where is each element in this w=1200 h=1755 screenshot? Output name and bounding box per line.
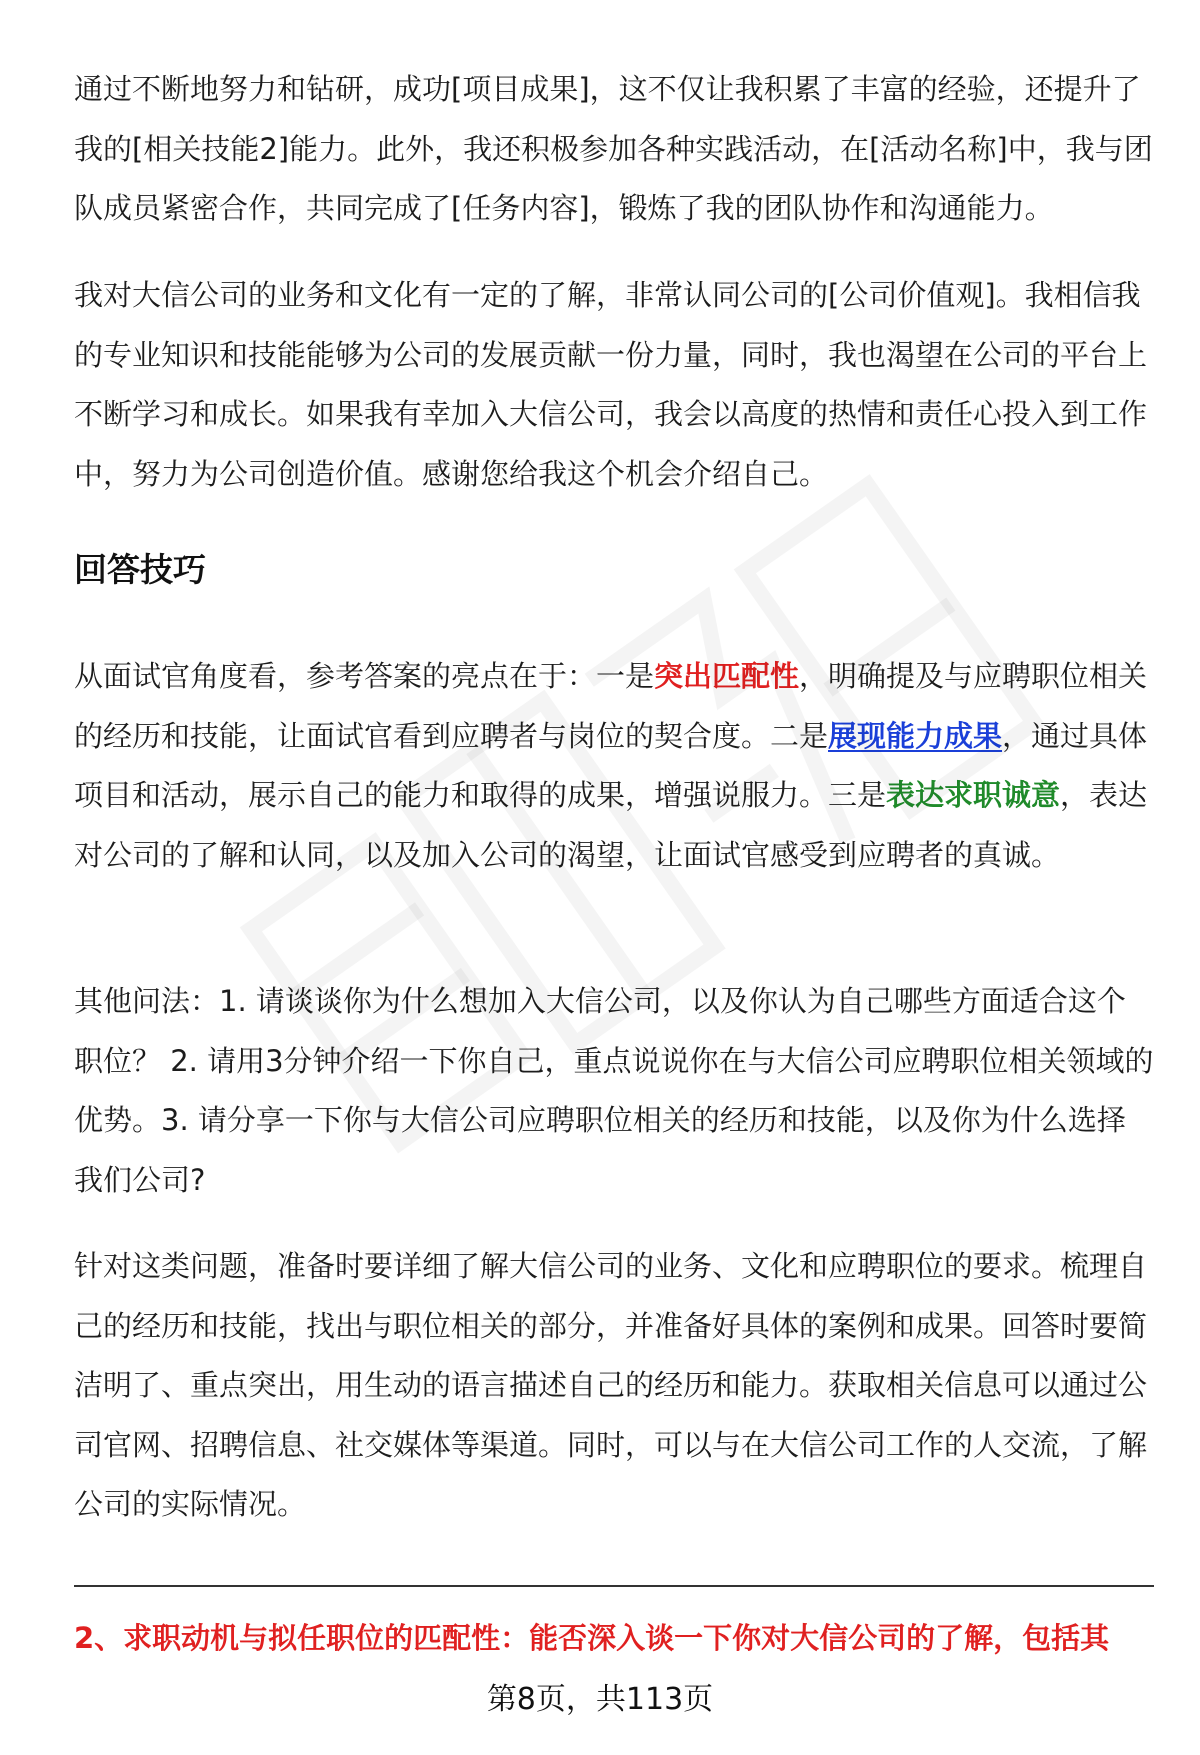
paragraph-experience: 通过不断地努力和钻研，成功[项目成果]，这不仅让我积累了丰富的经验，还提升了我的[相关技能2]能力。此外，我还积极参加各种实践活动，在[活动名称]中，我与团队成员紧密合作，共同完成了[任务内容]，锻炼了我的团队协作和沟通能力。 <box>74 72 1153 225</box>
section-divider <box>74 1585 1154 1587</box>
paragraph-preparation-advice: 针对这类问题，准备时要详细了解大信公司的业务、文化和应聘职位的要求。梳理自己的经历和技能，找出与职位相关的部分，并准备好具体的案例和成果。回答时要简洁明了、重点突出，用生动的语言描述自己的经历和能力。获取相关信息可以通过公司官网、招聘信息、社交媒体等渠道。同时，可以与在大信公司工作的人交流，了解公司的实际情况。 <box>74 1249 1148 1521</box>
tips-text-2: ，明确提及与应聘职位相关的经历和技能，让面试官看到应聘者与岗位的契合度。二是 <box>74 659 1148 753</box>
tips-text-4: ，表达对公司的了解和认同，以及加入公司的渴望，让面试官感受到应聘者的真诚。 <box>74 778 1148 872</box>
next-question-heading: 2、求职动机与拟任职位的匹配性：能否深入谈一下你对大信公司的了解，包括其 <box>74 1621 1110 1655</box>
tips-text-3: ，通过具体项目和活动，展示自己的能力和取得的成果，增强说服力。三是 <box>74 718 1148 812</box>
highlight-matching: 突出匹配性 <box>654 659 800 693</box>
paragraph-other-questions: 其他问法：1. 请谈谈你为什么想加入大信公司，以及你认为自己哪些方面适合这个职位？ 2. 请用3分钟介绍一下你自己，重点说说你在与大信公司应聘职位相关领域的优势。3. 请分享一下你与大信公司应聘职位相关的经历和技能，以及你为什么选择我们公司? <box>74 984 1154 1197</box>
highlight-sincerity: 表达求职诚意 <box>886 778 1061 812</box>
paragraph-company-understanding: 我对大信公司的业务和文化有一定的了解，非常认同公司的[公司价值观]。我相信我的专业知识和技能能够为公司的发展贡献一份力量，同时，我也渴望在公司的平台上不断学习和成长。如果我有幸加入大信公司，我会以高度的热情和责任心投入到工作中，努力为公司创造价值。感谢您给我这个机会介绍自己。 <box>74 278 1148 491</box>
section-heading-answer-tips: 回答技巧 <box>74 550 206 589</box>
page-number-footer: 第8页，共113页 <box>486 1682 714 1717</box>
highlight-ability-results: 展现能力成果 <box>828 718 1003 753</box>
paragraph-answer-highlights <box>74 647 1154 885</box>
tips-text-1: 从面试官角度看，参考答案的亮点在于：一是 <box>74 659 655 693</box>
